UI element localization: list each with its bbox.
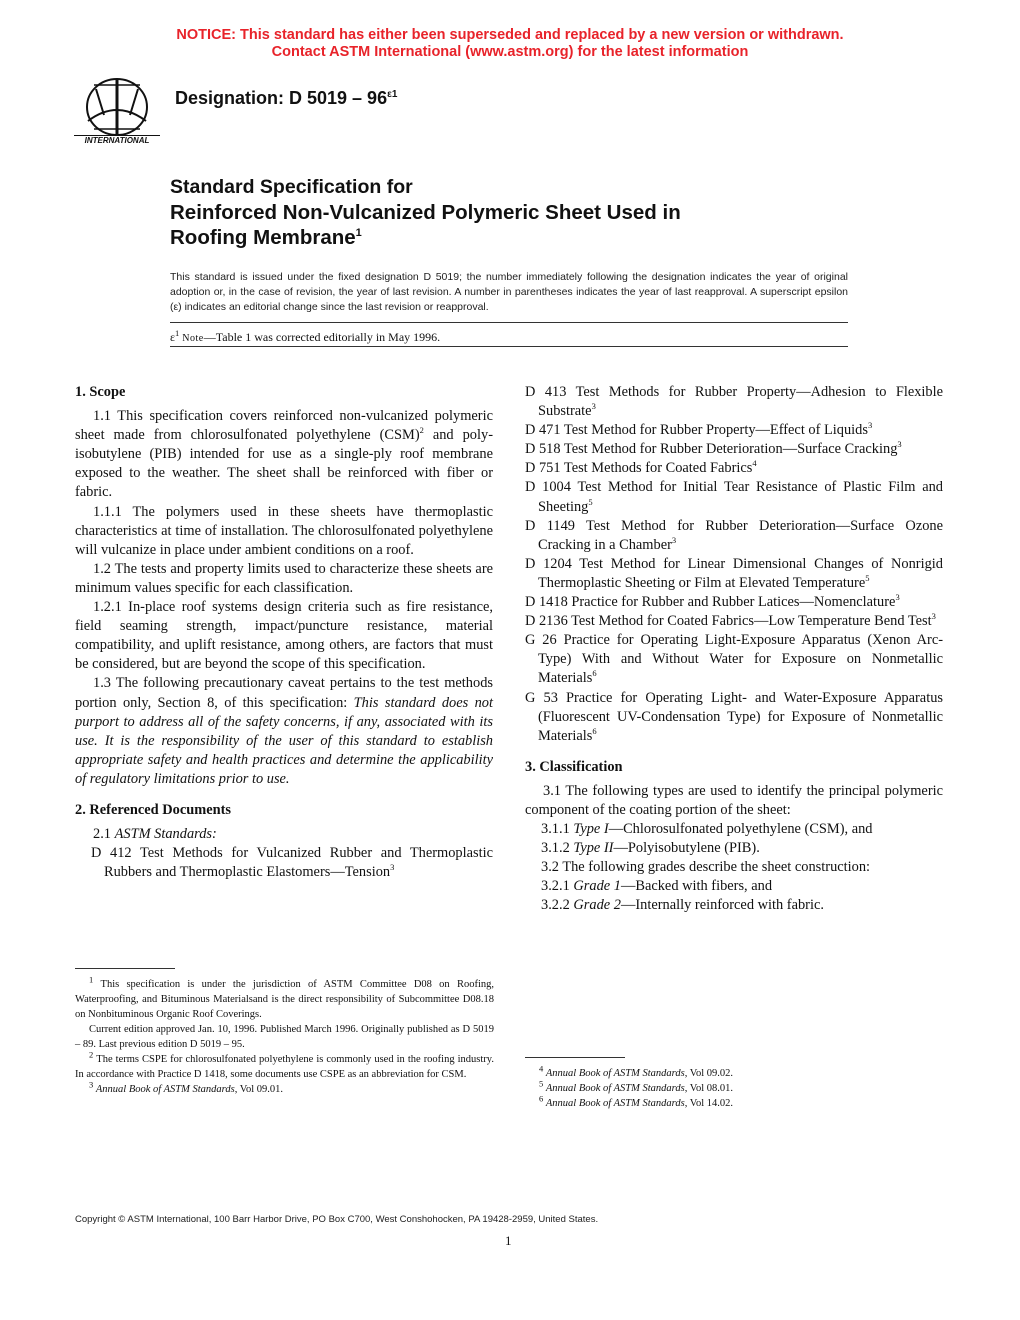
notice-line-1: NOTICE: This standard has either been superseded and replaced by a new version or withdrawn.: [176, 27, 844, 43]
title-line-2: Reinforced Non-Vulcanized Polymeric Sheet Used in: [170, 201, 681, 224]
ref-item: D 1418 Practice for Rubber and Rubber Latices—Nomenclature$^3$: [525, 592, 900, 611]
divider-bottom: [170, 346, 848, 347]
footnote-right: $^4$ Annual Book of ASTM Standards, Vol 09.02.: [539, 1063, 734, 1079]
para-1-1: 1.1 This specification covers reinforced non-vulcanized polymeric sheet made from chlorosulfonated polyethylene (CSM)$^2$ and poly-isobutylene (PIB) intended for use as a single-ply roof membrane exposed to the weather. The sheet shall be reinforced with fiber or fabric.: [75, 408, 493, 501]
footnote-rule-left: [75, 968, 175, 969]
designation-label: Designation: D 5019 – 96: [175, 88, 388, 108]
ref-item: D 471 Test Method for Rubber Property—Effect of Liquids$^3$: [525, 420, 873, 439]
footnotes-left: [75, 974, 495, 1097]
note-label: Note: [182, 333, 204, 344]
para-3-2-2: 3.2.2 Grade 2—Internally reinforced with fabric.: [541, 897, 824, 914]
para-3-2-1: 3.2.1 Grade 1—Backed with fibers, and: [541, 878, 773, 895]
footnote-rule-right: [525, 1057, 625, 1058]
para-1-2-1: 1.2.1 In-place roof systems design criteria such as fire resistance, field seaming strength, impact/puncture resistance, material compatibility, and uplift resistance, among others, are factors that must be considered, but are beyond the scope of this specification.: [75, 599, 493, 673]
footnote-2: $^2$ The terms CSPE for chlorosulfonated polyethylene is commonly used in the roofing industry. In accordance with Practice D 1418, some documents use CSPE as an abbreviation for CSM.: [75, 1049, 495, 1080]
para-1-3: 1.3 The following precautionary caveat pertains to the test methods portion only, Section 8, of this specification: This standard does not purport to address all of the safety concerns, if any, associated with its use. It is the responsibility of the user of this standard to establish appropriate safety and health practices and determine the applicability of regulatory limitations prior to use.: [75, 675, 493, 787]
designation-sup: ε1: [387, 89, 398, 100]
ref-item: G 26 Practice for Operating Light-Exposure Apparatus (Xenon Arc-Type) With and Without Water for Exposure on Nonmetallic Materials$^6$: [525, 632, 943, 687]
supersede-notice: [0, 27, 1020, 61]
title-line-1: Standard Specification for: [170, 176, 413, 198]
divider-top: [170, 322, 848, 323]
ref-item: G 53 Practice for Operating Light- and Water-Exposure Apparatus (Fluorescent UV-Condensation Type) for Exposure of Nonmetallic Materials$^6$: [525, 689, 943, 744]
editorial-note: $\varepsilon^1$ Note—Table 1 was corrected editorially in May 1996.: [170, 328, 441, 344]
para-1-1-1: 1.1.1 The polymers used in these sheets have thermoplastic characteristics at time of installation. The chlorosulfonated polyethylene will vulcanize in place under ambient conditions on a roof.: [75, 503, 493, 558]
ref-item: D 1149 Test Method for Rubber Deterioration—Surface Ozone Cracking in a Chamber$^3$: [525, 517, 943, 553]
para-3-2: 3.2 The following grades describe the sheet construction:: [541, 859, 871, 876]
right-column: [525, 383, 943, 916]
note-text: —Table 1 was corrected editorially in May 1996.: [203, 330, 441, 344]
footnote-1b: Current edition approved Jan. 10, 1996. Published March 1996. Originally published as D 5019 – 89. Last previous edition D 5019 – 95.: [75, 1024, 494, 1050]
footnotes-right: [525, 1063, 944, 1111]
footnote-3: $^3$ Annual Book of ASTM Standards, Vol 09.01.: [89, 1079, 284, 1095]
ref-item: D 2136 Test Method for Coated Fabrics—Low Temperature Bend Test$^3$: [525, 611, 936, 630]
classification-heading: 3. Classification: [525, 758, 623, 775]
para-3-1-1: 3.1.1 Type I—Chlorosulfonated polyethylene (CSM), and: [541, 821, 873, 838]
astm-logo: [74, 75, 160, 147]
scope-heading: 1. Scope: [75, 384, 126, 400]
page-number: 1: [505, 1233, 512, 1248]
ref-item: D 1004 Test Method for Initial Tear Resistance of Plastic Film and Sheeting$^5$: [525, 479, 943, 515]
para-1-2: 1.2 The tests and property limits used to characterize these sheets are minimum values specific for each classification.: [75, 560, 493, 596]
title-line-3: Roofing Membrane: [170, 226, 356, 249]
para-3-1: 3.1 The following types are used to identify the principal polymeric component of the coating portion of the sheet:: [525, 782, 943, 818]
notice-line-2: Contact ASTM International (www.astm.org) for the latest information: [271, 44, 749, 60]
footnote-right: $^6$ Annual Book of ASTM Standards, Vol 14.02.: [539, 1093, 734, 1109]
title-sup: 1: [355, 227, 362, 240]
left-column: [75, 383, 493, 882]
footnote-1: $^1$ This specification is under the jurisdiction of ASTM Committee D08 on Roofing, Waterproofing, and Bituminous Materialsand is the direct responsibility of Subcommittee D08.18 on Nonbituminous Organic Roof Coverings.: [75, 974, 494, 1020]
referenced-standards-list: [525, 383, 943, 746]
document-title: [170, 175, 681, 250]
para-2-1: 2.1 ASTM Standards:: [93, 826, 217, 843]
designation: [175, 88, 397, 109]
copyright-footer: Copyright © ASTM International, 100 Barr Harbor Drive, PO Box C700, West Conshohocken, PA 19428-2959, United States.: [75, 1214, 599, 1225]
referenced-documents-heading: 2. Referenced Documents: [75, 801, 231, 818]
para-3-1-2: 3.1.2 Type II—Polyisobutylene (PIB).: [541, 840, 760, 857]
footnote-right: $^5$ Annual Book of ASTM Standards, Vol 08.01.: [539, 1078, 734, 1094]
ref-item: D 413 Test Methods for Rubber Property—Adhesion to Flexible Substrate$^3$: [525, 384, 943, 420]
ref-item: D 751 Test Methods for Coated Fabrics$^4$: [525, 458, 757, 477]
ref-item: D 1204 Test Method for Linear Dimensional Changes of Nonrigid Thermoplastic Sheeting or Film at Elevated Temperature$^5$: [525, 555, 943, 591]
ref-d412: D 412 Test Methods for Vulcanized Rubber and Thermoplastic Rubbers and Thermoplastic Elastomers—Tension$^3$: [91, 845, 493, 881]
ref-item: D 518 Test Method for Rubber Deterioration—Surface Cracking$^3$: [525, 439, 902, 458]
designation-intro: This standard is issued under the fixed designation D 5019; the number immediately following the designation indicates the year of original adoption or, in the case of revision, the year of last revision. A number in parentheses indicates the year of last reapproval. A superscript epsilon (ε) indicates an editorial change since the last revision or reapproval.: [170, 271, 848, 313]
logo-international: INTERNATIONAL: [74, 135, 160, 145]
